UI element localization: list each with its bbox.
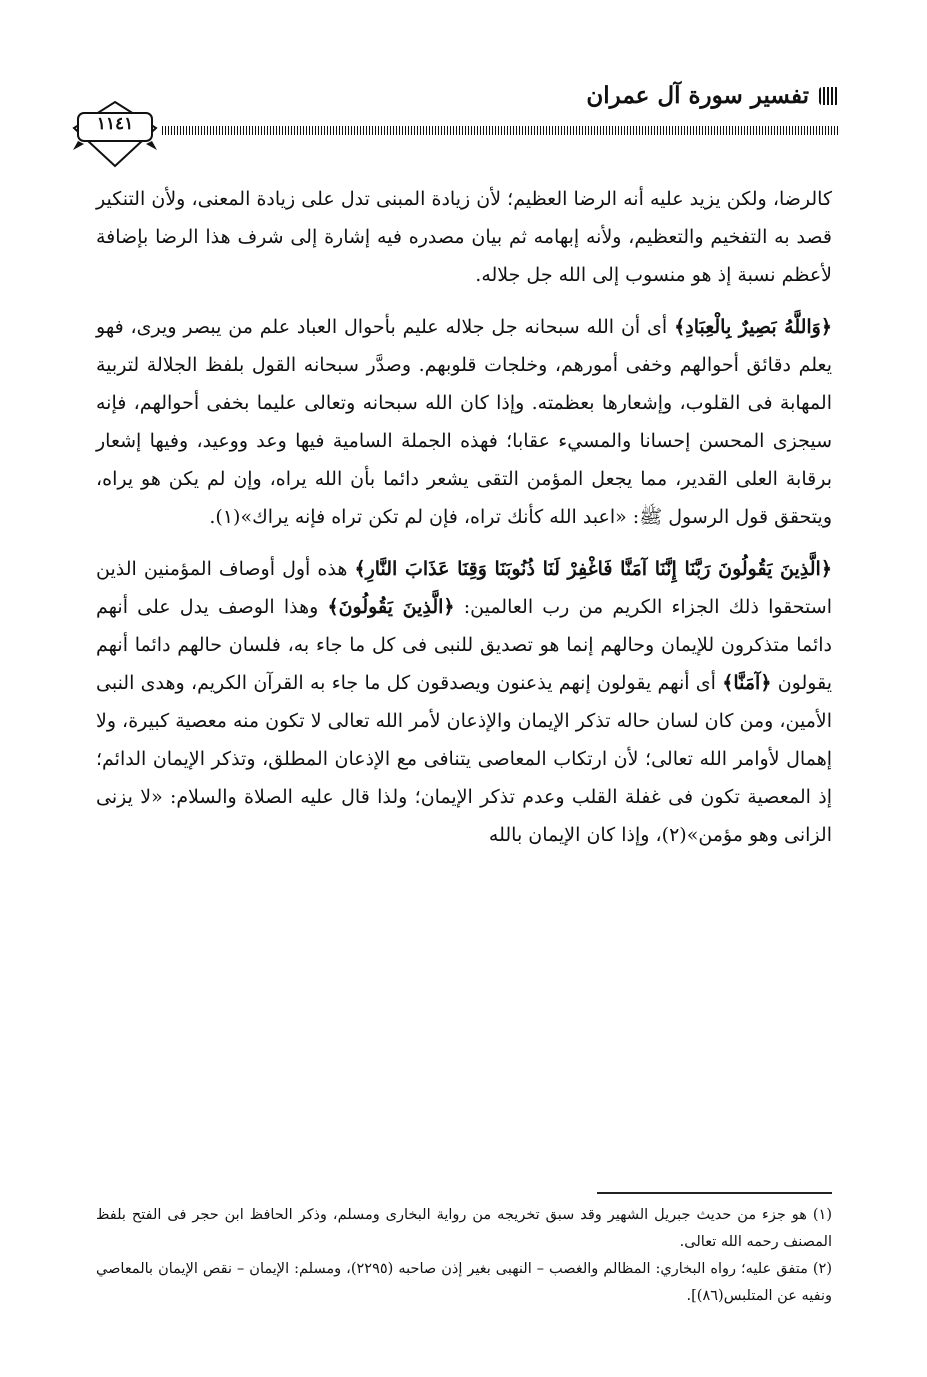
paragraph — [96, 180, 832, 294]
page-number-badge — [70, 100, 160, 170]
running-title — [586, 82, 839, 109]
quran-verse: ﴿الَّذِينَ يَقُولُونَ رَبَّنَا إِنَّنَا آمَنَّا فَاغْفِرْ لَنَا ذُنُوبَنَا وَقِنَا عَذَابَ النَّارِ﴾ — [354, 558, 832, 580]
diamond-frame-icon — [70, 100, 160, 170]
header-rule — [162, 126, 839, 135]
paragraph — [96, 308, 832, 536]
footnote-1: (١) هو جزء من حديث جبريل الشهير وقد سبق تخريجه من رواية البخارى ومسلم، وذكر الحافظ ابن حجر فى الفتح بلفظ المصنف رحمه الله تعالى. — [96, 1207, 833, 1250]
paragraph-text: أى أنهم يقولون إنهم يذعنون ويصدقون كل ما جاء به القرآن الكريم، وهدى النبى الأمين، ومن كان لسان حاله تذكر الإيمان والإذعان لأمر الله تعالى لا تكون منه معصية كبيرة، ولا إهمال لأوامر الله تعالى؛ لأن ارتكاب المعاصى يتنافى مع الإذعان المطلق، وتذكر الإيمان الدائم؛ إذ المعصية تكون فى غفلة القلب وعدم تذكر الإيمان؛ ولذا قال عليه الصلاة والسلام: «لا يزنى الزانى وهو مؤمن»(٢)، وإذا كان الإيمان بالله — [96, 672, 832, 846]
footnote-separator — [597, 1192, 832, 1194]
quran-verse: ﴿الَّذِينَ يَقُولُونَ﴾ — [327, 596, 455, 618]
running-title-text: تفسير سورة آل عمران — [586, 82, 809, 109]
quran-verse: ﴿آمَنَّا﴾ — [722, 672, 772, 694]
main-text — [96, 180, 832, 868]
page-header — [70, 78, 839, 173]
paragraph-text: هذه أول أوصاف المؤمنين الذين استحقوا ذلك الجزاء الكريم من رب العالمين: — [96, 558, 832, 618]
quran-verse: ﴿وَاللَّهُ بَصِيرٌ بِالْعِبَادِ﴾ — [674, 316, 832, 338]
footnotes — [96, 1202, 832, 1310]
page-number: ١١٤١ — [96, 114, 134, 134]
paragraph-text: وهذا الوصف يدل على أنهم دائما متذكرون للإيمان وحالهم إنما هو تصديق للنبى فى كل ما جاء به، فلسان حالهم دائما أنهم يقولون — [96, 596, 832, 694]
footnote-2: (٢) متفق عليه؛ رواه البخاري: المظالم والغصب – النهبى بغير إذن صاحبه (٢٢٩٥)، ومسلم: الإيمان – نقص الإيمان بالمعاصي ونفيه عن المتلبس(٨٦)]. — [96, 1261, 832, 1304]
paragraph — [96, 550, 832, 854]
paragraph-text: أى أن الله سبحانه جل جلاله عليم بأحوال العباد علم من يبصر ويرى، فهو يعلم دقائق أحوالهم وخفى أمورهم، وخلجات قلوبهم. وصدَّر سبحانه القول بلفظ الجلالة لتربية المهابة فى القلوب، وإشعارها بعظمته. وإذا كان الله سبحانه وتعالى عليما بخفى أحوالهم، فإنه سيجزى المحسن إحسانا والمسيء عقابا؛ فهذه الجملة السامية فيها وعد ووعيد، وفيها إشعار برقابة العلى القدير، مما يجعل المؤمن التقى يشعر دائما بأن الله يراه، وإن لم يكن هو يراه، ويتحقق قول الرسول ﷺ: «اعبد الله كأنك تراه، فإن لم تكن تراه فإنه يراك»(١). — [96, 316, 832, 528]
paragraph-text: كالرضا، ولكن يزيد عليه أنه الرضا العظيم؛ لأن زيادة المبنى تدل على زيادة المعنى، ولأن التنكير قصد به التفخيم والتعظيم، ولأنه إبهامه ثم بيان مصدره فيه إشارة إلى شرف هذا الرضا بإضافة لأعظم نسبة إذ هو منسوب إلى الله جل جلاله. — [96, 188, 832, 286]
ornament-icon — [819, 87, 839, 105]
